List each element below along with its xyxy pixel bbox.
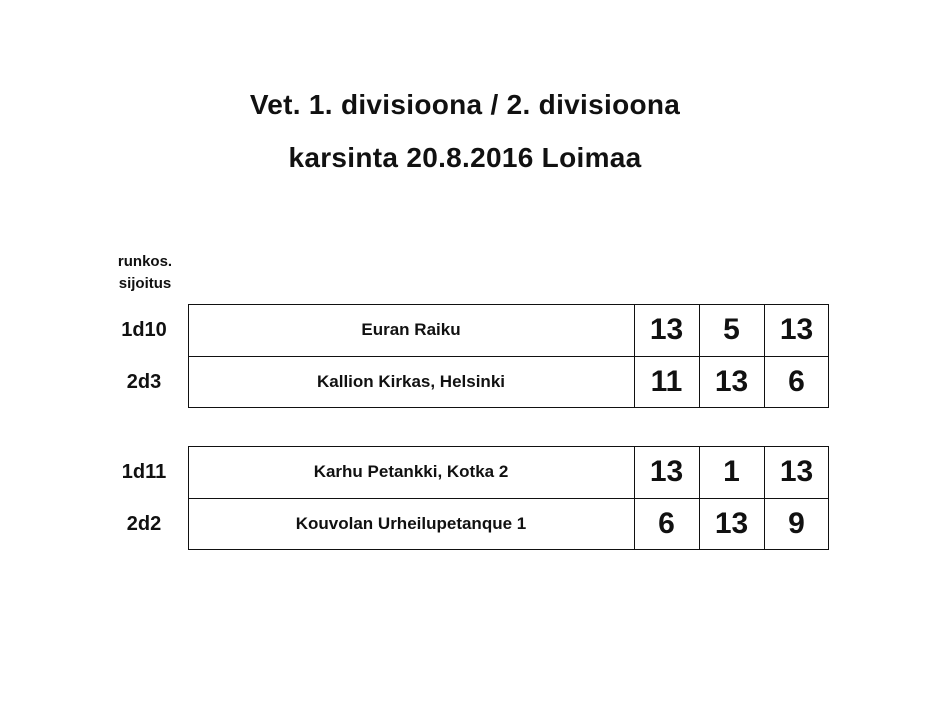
score-game-1: 11 [650, 365, 683, 398]
score-game-2: 13 [714, 507, 749, 540]
seed-label: 2d3 [126, 371, 162, 393]
page-title: Vet. 1. divisioona / 2. divisioona [249, 89, 681, 120]
team-name: Euran Raiku [361, 320, 461, 339]
match-row [100, 304, 840, 356]
match-row [100, 446, 840, 498]
team-name: Kouvolan Urheilupetanque 1 [295, 514, 527, 533]
seed-column-header-line2: sijoitus [118, 275, 172, 292]
seed-column-header-line1: runkos. [117, 253, 173, 270]
score-game-2: 13 [714, 365, 749, 398]
score-game-3: 13 [779, 455, 814, 488]
score-game-3: 9 [788, 507, 805, 540]
seed-label: 1d10 [121, 319, 167, 341]
score-game-1: 6 [658, 507, 675, 540]
team-name: Kallion Kirkas, Helsinki [316, 372, 505, 391]
match-1 [100, 304, 840, 408]
score-game-1: 13 [649, 313, 684, 346]
score-game-3: 13 [779, 313, 814, 346]
match-row [100, 356, 840, 408]
score-game-3: 6 [788, 365, 805, 398]
score-game-1: 13 [649, 455, 684, 488]
match-2 [100, 446, 840, 550]
page-subtitle: karsinta 20.8.2016 Loimaa [288, 142, 642, 173]
match-row [100, 498, 840, 550]
score-game-2: 1 [723, 455, 740, 488]
score-game-2: 5 [723, 313, 740, 346]
seed-label: 2d2 [126, 513, 162, 535]
seed-label: 1d11 [121, 461, 167, 483]
team-name: Karhu Petankki, Kotka 2 [313, 462, 509, 481]
